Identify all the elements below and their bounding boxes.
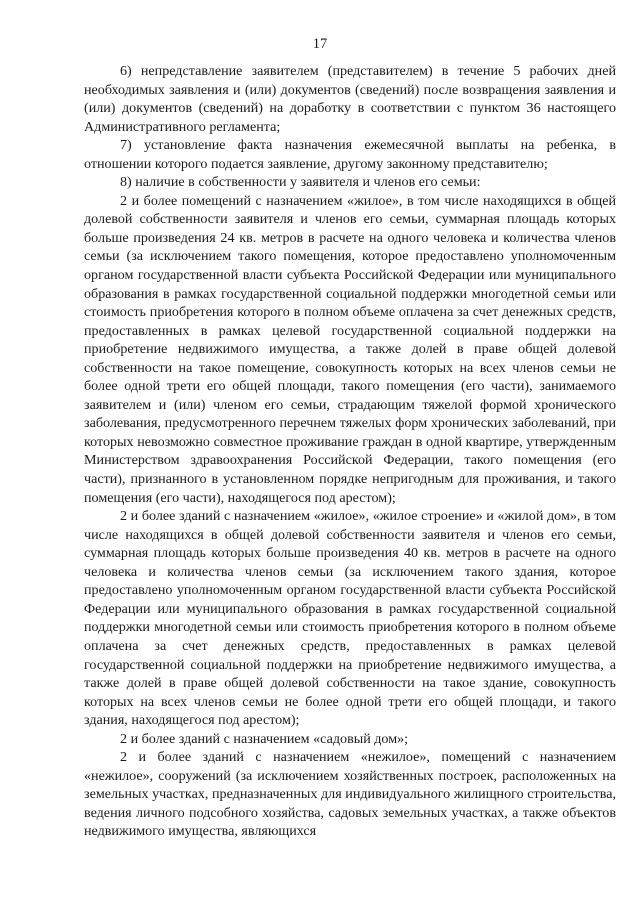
paragraph-non-residential: 2 и более зданий с назначением «нежилое», помещений с назначением «нежилое», сооружений (за исключением хозяйственных построек, расположенных на земельных участках, предназначенных для индивидуального жилищного строительства, ведения личного подсобного хозяйства, садовых земельных участках, а также объектов недвижимого имущества, являющихся bbox=[84, 749, 616, 840]
paragraph-item-7: 7) установление факта назначения ежемесячной выплаты на ребенка, в отношении которого подается заявление, другому законному представителю; bbox=[84, 137, 616, 172]
document-body bbox=[84, 62, 616, 841]
paragraph-residential-buildings: 2 и более зданий с назначением «жилое», «жилое строение» и «жилой дом», в том числе находящихся в общей долевой собственности заявителя и членов его семьи, суммарная площадь которых больше произведения 40 кв. метров в расчете на одного человека и количества членов семьи (за исключением такого здания, которое предоставлено уполномоченным органом государственной власти субъекта Российской Федерации или муниципального образования в рамках государственной социальной поддержки многодетной семьи или стоимость приобретения которого в полном объеме оплачена за счет денежных средств, предоставленных в рамках целевой государственной социальной поддержки на приобретение недвижимого имущества, а также долей в праве общей долевой собственности на такое здание, совокупность которых на всех членов семьи не более одной трети его общей площади, и такого здания, находящегося под арестом); bbox=[84, 508, 616, 729]
paragraph-garden-houses: 2 и более зданий с назначением «садовый дом»; bbox=[120, 730, 409, 747]
paragraph-item-6: 6) непредставление заявителем (представителем) в течение 5 рабочих дней необходимых заявления и (или) документов (сведений) после возвращения заявления и (или) документов (сведений) на доработку в соответствии с пунктом 36 настоящего Административного регламента; bbox=[84, 63, 616, 135]
page-number: 17 bbox=[312, 36, 328, 52]
paragraph-residential-premises: 2 и более помещений с назначением «жилое», в том числе находящихся в общей долевой собственности заявителя и членов его семьи, суммарная площадь которых больше произведения 24 кв. метров в расчете на одного человека и количества членов семьи (за исключением такого помещения, которое предоставлено уполномоченным органом государственной власти субъекта Российской Федерации или муниципального образования в рамках государственной социальной поддержки многодетной семьи или стоимость приобретения которого в полном объеме оплачена за счет денежных средств, предоставленных в рамках целевой государственной социальной поддержки на приобретение недвижимого имущества, а также долей в праве общей долевой собственности на такое помещение, совокупность которых на всех членов семьи не более одной трети его общей площади, такого помещения (его части), занимаемого заявителем и (или) членом его семьи, страдающим тяжелой формой хронического заболевания, предусмотренного перечнем тяжелых форм хронических заболеваний, при которых невозможно совместное проживание граждан в одной квартире, утвержденным Министерством здравоохранения Российской Федерации, такого помещения (его части), признанного в установленном порядке непригодным для проживания, и такого помещения (его части), находящегося под арестом); bbox=[84, 192, 616, 506]
paragraph-item-8: 8) наличие в собственности у заявителя и членов его семьи: bbox=[120, 174, 481, 191]
